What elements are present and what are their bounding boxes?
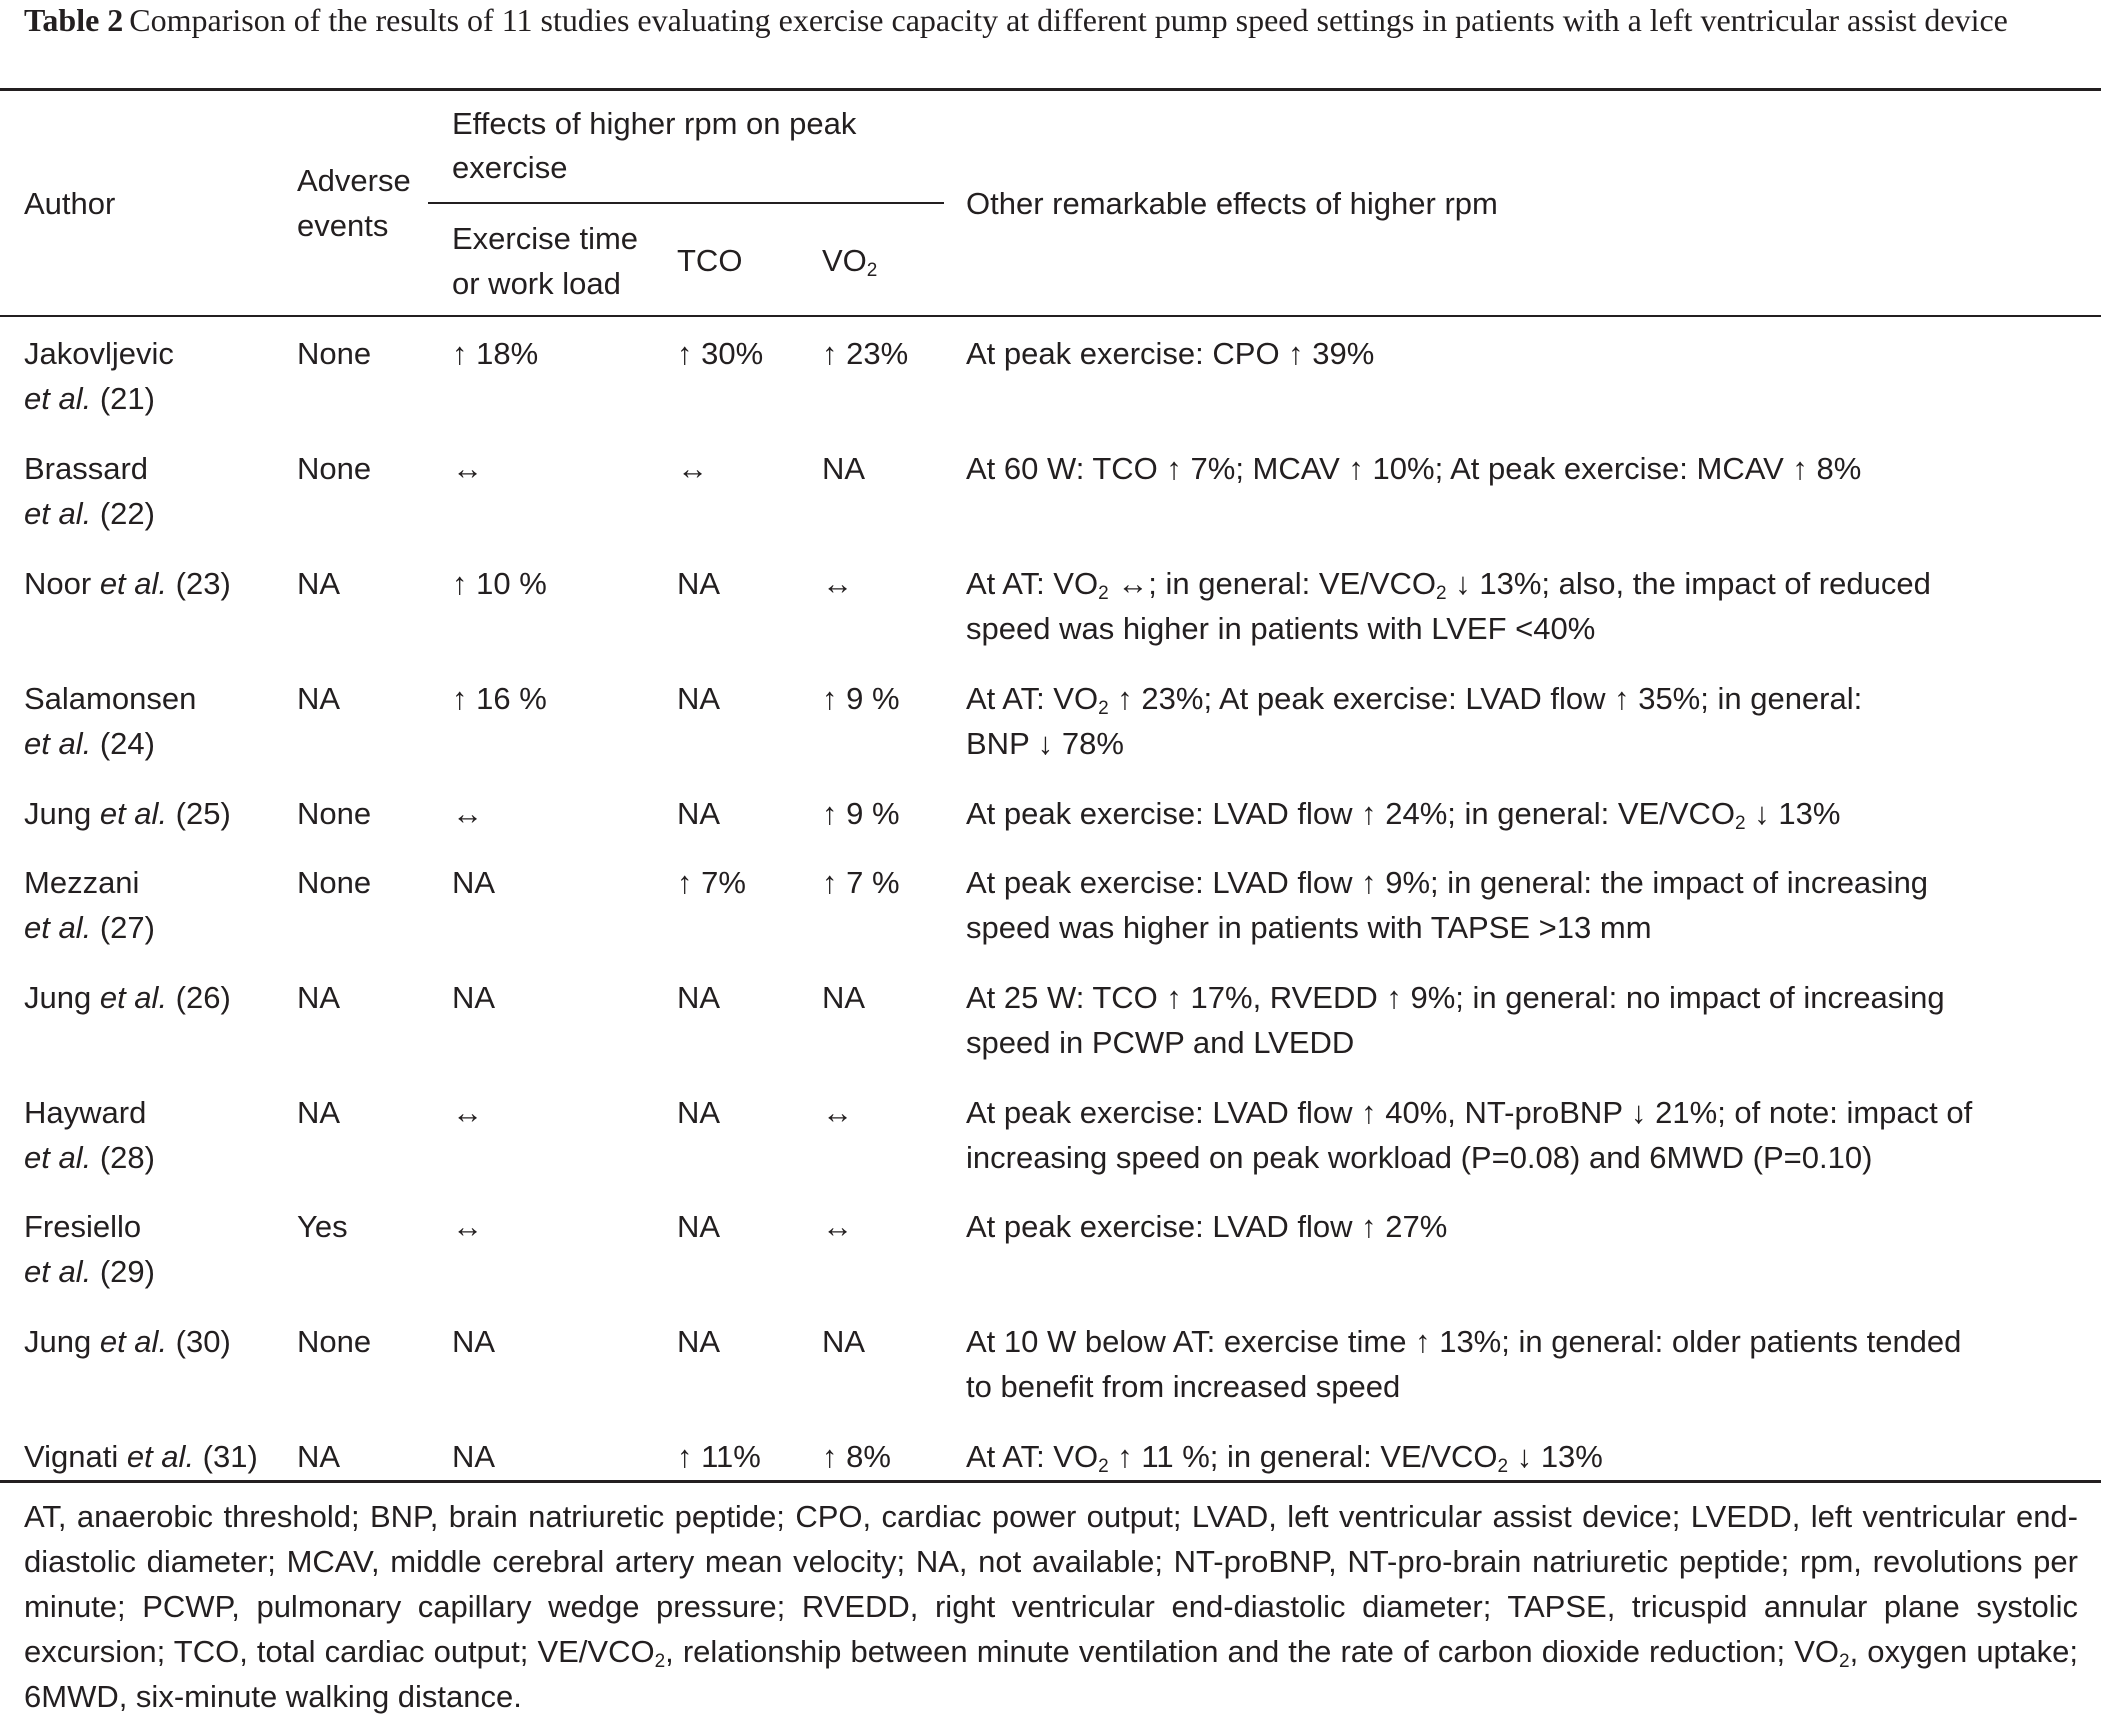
cell-other-effects: At 25 W: TCO ↑ 17%, RVEDD ↑ 9%; in general: no impact of increasing: [966, 980, 1945, 1015]
table-title: Comparison of the results of 11 studies evaluating exercise capacity at different pump speed settings in patients with a left ventricular assist device: [129, 2, 2008, 38]
cell-adverse-events: None: [297, 796, 372, 831]
cell-other-effects: At peak exercise: LVAD flow ↑ 24%; in general: $VE/VCO_2$ ↓ 13%: [966, 796, 1841, 834]
cell-author: Vignati et al. (31): [24, 1439, 258, 1474]
cell-vo2: ↑ 8%: [822, 1439, 891, 1474]
cell-tco: NA: [677, 681, 721, 716]
cell-other-effects-cont: speed was higher in patients with LVEF <40%: [966, 611, 1596, 646]
cell-other-effects: At AT: $VO_2$ ↑ 23%; At peak exercise: LVAD flow ↑ 35%; in general:: [966, 681, 1863, 719]
cell-author: Mezzani: [24, 865, 140, 900]
header-effects-line2: exercise: [452, 150, 568, 185]
cell-adverse-events: NA: [297, 681, 341, 716]
cell-other-effects: At peak exercise: LVAD flow ↑ 9%; in general: the impact of increasing: [966, 865, 1929, 900]
cell-vo2: ↔: [822, 566, 853, 601]
cell-exercise-time: ↔: [452, 1209, 483, 1244]
cell-author: Jung et al. (25): [24, 796, 231, 831]
cell-adverse-events: None: [297, 1324, 372, 1359]
cell-other-effects: At AT: $VO_2$ ↑ 11 %; in general: $VE/VCO_2$ ↓ 13%: [966, 1439, 1603, 1477]
cell-author-etal: et al. (24): [24, 726, 155, 761]
cell-exercise-time: ↑ 10 %: [452, 566, 547, 601]
cell-vo2: NA: [822, 1324, 866, 1359]
cell-author: Hayward: [24, 1095, 147, 1130]
cell-adverse-events: NA: [297, 1095, 341, 1130]
cell-other-effects: At peak exercise: LVAD flow ↑ 27%: [966, 1209, 1448, 1244]
header-exercise-line2: or work load: [452, 266, 621, 301]
bottom-rule: [0, 1480, 2101, 1483]
cell-author: Jung et al. (26): [24, 980, 231, 1015]
cell-other-effects: At 10 W below AT: exercise time ↑ 13%; in general: older patients tended: [966, 1324, 1962, 1359]
cell-other-effects: At 60 W: TCO ↑ 7%; MCAV ↑ 10%; At peak exercise: MCAV ↑ 8%: [966, 451, 1862, 486]
cell-exercise-time: ↔: [452, 796, 483, 831]
cell-other-effects-cont: BNP ↓ 78%: [966, 726, 1124, 761]
cell-vo2: NA: [822, 451, 866, 486]
cell-vo2: ↔: [822, 1095, 853, 1130]
header-tco: TCO: [677, 243, 743, 278]
cell-other-effects-cont: speed was higher in patients with TAPSE >13 mm: [966, 910, 1652, 945]
cell-author-etal: et al. (29): [24, 1254, 155, 1289]
cell-tco: NA: [677, 1209, 721, 1244]
header-author: Author: [24, 186, 116, 221]
cell-tco: ↑ 7%: [677, 865, 746, 900]
cell-tco: ↑ 30%: [677, 336, 764, 371]
cell-exercise-time: ↔: [452, 451, 483, 486]
cell-author: Noor et al. (23): [24, 566, 231, 601]
cell-tco: NA: [677, 566, 721, 601]
header-span-rule: [428, 202, 944, 204]
cell-author: Brassard: [24, 451, 149, 486]
header-vo2: $VO_2$: [822, 243, 878, 281]
cell-tco: NA: [677, 1095, 721, 1130]
cell-tco: NA: [677, 980, 721, 1015]
header-effects-line1: Effects of higher rpm on peak: [452, 106, 857, 141]
cell-author: Jung et al. (30): [24, 1324, 231, 1359]
header-other-effects: Other remarkable effects of higher rpm: [966, 186, 1498, 221]
cell-other-effects: At AT: $VO_2$ ↔; in general: $VE/VCO_2$ ↓ 13%; also, the impact of reduced: [966, 566, 1931, 604]
cell-vo2: ↑ 9 %: [822, 681, 900, 716]
cell-tco: NA: [677, 796, 721, 831]
header-adverse-line1: Adverse: [297, 163, 411, 198]
cell-other-effects-cont: increasing speed on peak workload (P=0.08) and 6MWD (P=0.10): [966, 1140, 1873, 1175]
cell-adverse-events: NA: [297, 1439, 341, 1474]
cell-exercise-time: ↔: [452, 1095, 483, 1130]
cell-author: Jakovljevic: [24, 336, 174, 371]
header-rule: [0, 315, 2101, 317]
cell-adverse-events: None: [297, 336, 372, 371]
cell-vo2: NA: [822, 980, 866, 1015]
cell-adverse-events: None: [297, 865, 372, 900]
cell-author: Fresiello: [24, 1209, 142, 1244]
cell-exercise-time: NA: [452, 1439, 496, 1474]
cell-tco: NA: [677, 1324, 721, 1359]
cell-author-etal: et al. (21): [24, 381, 155, 416]
table-caption: [24, 0, 2074, 42]
cell-tco: ↔: [677, 451, 708, 486]
cell-exercise-time: NA: [452, 865, 496, 900]
cell-author-etal: et al. (28): [24, 1140, 155, 1175]
cell-other-effects-cont: speed in PCWP and LVEDD: [966, 1025, 1355, 1060]
header-exercise-line1: Exercise time: [452, 221, 639, 256]
cell-vo2: ↑ 9 %: [822, 796, 900, 831]
cell-adverse-events: NA: [297, 980, 341, 1015]
cell-adverse-events: Yes: [297, 1209, 348, 1244]
cell-exercise-time: NA: [452, 980, 496, 1015]
header-adverse-line2: events: [297, 208, 389, 243]
cell-exercise-time: NA: [452, 1324, 496, 1359]
cell-tco: ↑ 11%: [677, 1439, 761, 1474]
cell-other-effects: At peak exercise: LVAD flow ↑ 40%, NT-proBNP ↓ 21%; of note: impact of: [966, 1095, 1973, 1130]
cell-author-etal: et al. (22): [24, 496, 155, 531]
cell-adverse-events: NA: [297, 566, 341, 601]
cell-exercise-time: ↑ 16 %: [452, 681, 547, 716]
cell-other-effects: At peak exercise: CPO ↑ 39%: [966, 336, 1375, 371]
cell-other-effects-cont: to benefit from increased speed: [966, 1369, 1401, 1404]
cell-author-etal: et al. (27): [24, 910, 155, 945]
cell-vo2: ↔: [822, 1209, 853, 1244]
cell-author: Salamonsen: [24, 681, 197, 716]
cell-vo2: ↑ 23%: [822, 336, 909, 371]
table-label: Table 2: [24, 2, 124, 38]
cell-vo2: ↑ 7 %: [822, 865, 900, 900]
cell-adverse-events: None: [297, 451, 372, 486]
table-footnote: AT, anaerobic threshold; BNP, brain natriuretic peptide; CPO, cardiac power output; LVAD, left ventricular assist device; LVEDD, left ventricular end-diastolic diameter; MCAV, middle cerebral artery mean velocity; NA, not available; NT-proBNP, NT-pro-brain natriuretic peptide; rpm, revolutions per minute; PCWP, pulmonary capillary wedge pressure; RVEDD, right ventricular end-diastolic diameter; TAPSE, tricuspid annular plane systolic excursion; TCO, total cardiac output; $VE/VCO_2$, relationship between minute ventilation and the rate of carbon dioxide reduction; $VO_2$, oxygen uptake; 6MWD, six-minute walking distance.: [24, 1499, 2079, 1714]
cell-exercise-time: ↑ 18%: [452, 336, 539, 371]
top-rule: [0, 88, 2101, 91]
